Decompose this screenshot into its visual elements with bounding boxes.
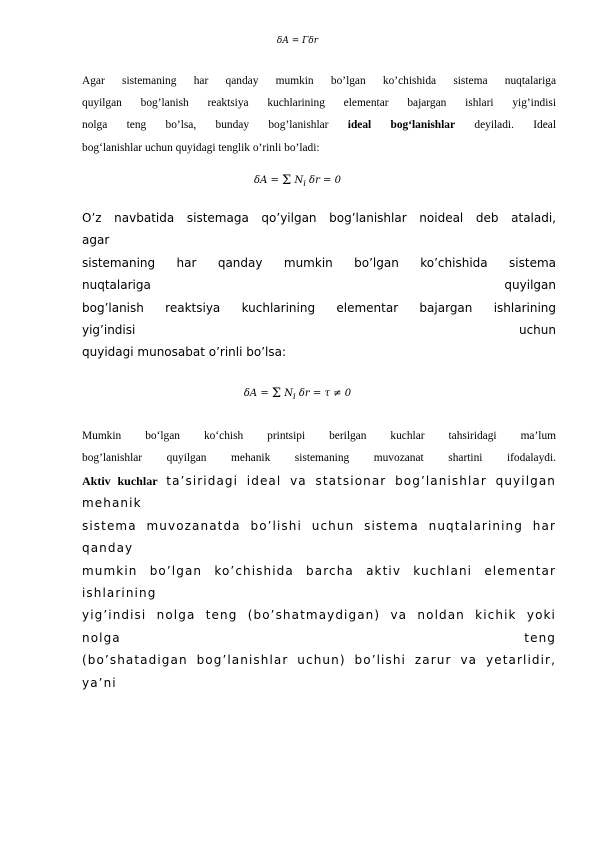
text-line: O’z navbatida sistemaga qo’yilgan bog’lanishlar noideal deb ataladi, <box>82 211 556 225</box>
text-line: nuqtalariga quyilgan <box>82 278 556 293</box>
formula-ideal-sum <box>0 172 595 188</box>
text-line: qanday <box>82 541 134 556</box>
text-line: Agar sistemaning har qanday mumkin bo’lgan ko’chishida sistema nuqtalariga <box>82 75 556 87</box>
bold-term-active-forces: Aktiv kuchlar <box>82 474 158 488</box>
text-line: quyidagi munosabat o’rinli bo’lsa: <box>82 345 286 360</box>
text-line: sistemaning har qanday mumkin bo’lgan ko’chishida sistema <box>82 255 556 270</box>
formula-subscript: i <box>293 391 296 401</box>
formula-virtual-work: δA = Γδr <box>276 36 319 46</box>
text-line: sistema muvozanatda bo’lishi uchun sistema nuqtalarining har <box>82 518 556 533</box>
formula-body: N <box>284 388 294 399</box>
text-line: ya’ni <box>82 675 117 690</box>
text-line: yig’indisi uchun <box>82 323 556 338</box>
paragraph-ideal-constraints <box>82 70 556 159</box>
text-line: quyilgan bog’lanish reaktsiya kuchlarining elementar bajargan ishlari yig’indisi <box>82 97 556 110</box>
sigma-symbol: Σ <box>271 386 282 401</box>
text-line: agar <box>82 233 110 248</box>
paragraph-principle <box>82 425 556 469</box>
formula-body: N <box>294 175 304 186</box>
formula-subscript: i <box>303 178 306 188</box>
text-line: ishlarining <box>82 586 157 601</box>
formula-nonideal-sum <box>0 385 595 401</box>
text-fragment: deyiladi. Ideal <box>474 119 556 132</box>
text-line: mumkin bo’lgan ko’chishida barcha aktiv kuchlani elementar <box>82 563 556 578</box>
text-fragment: ta’siridagi ideal va statsionar bog’lanishlar quyilgan <box>166 474 557 488</box>
text-line: bog‘lanishlar uchun quyidagi tenglik o’rinli bo’ladi: <box>82 141 320 154</box>
sigma-symbol: Σ <box>282 173 292 188</box>
formula-tail: δr = τ ≠ 0 <box>298 388 352 399</box>
text-line: yig’indisi nolga teng (bo’shatmaydigan) va noldan kichik yoki <box>82 608 556 623</box>
text-line: Mumkin bo‘lgan ko‘chish printsipi berilgan kuchlar tahsiridagi ma’lum <box>82 430 556 442</box>
paragraph-active-forces <box>82 470 556 694</box>
text-line: bog’lanish reaktsiya kuchlarining elementar bajargan ishlarining <box>82 300 556 315</box>
text-line <box>82 470 556 492</box>
text-fragment: nolga teng bo’lsa, bunday bog’lanishlar <box>82 119 329 132</box>
formula-lhs: δA = <box>254 175 279 186</box>
text-line: mehanik <box>82 496 142 511</box>
text-line: bog’lanishlar quyilgan mehanik sistemaning muvozanat shartini ifodalaydi. <box>82 452 556 465</box>
formula-tail: δr = 0 <box>309 175 341 186</box>
text-line: (bo’shatadigan bog’lanishlar uchun) bo’lishi zarur va yetarlidir, <box>82 653 556 668</box>
formula-lhs: δA = <box>243 388 269 399</box>
text-line: nolga teng <box>82 630 556 645</box>
bold-term-ideal: ideal bog‘lanishlar <box>347 119 456 132</box>
paragraph-nonideal <box>82 207 556 364</box>
text-line <box>82 114 556 136</box>
